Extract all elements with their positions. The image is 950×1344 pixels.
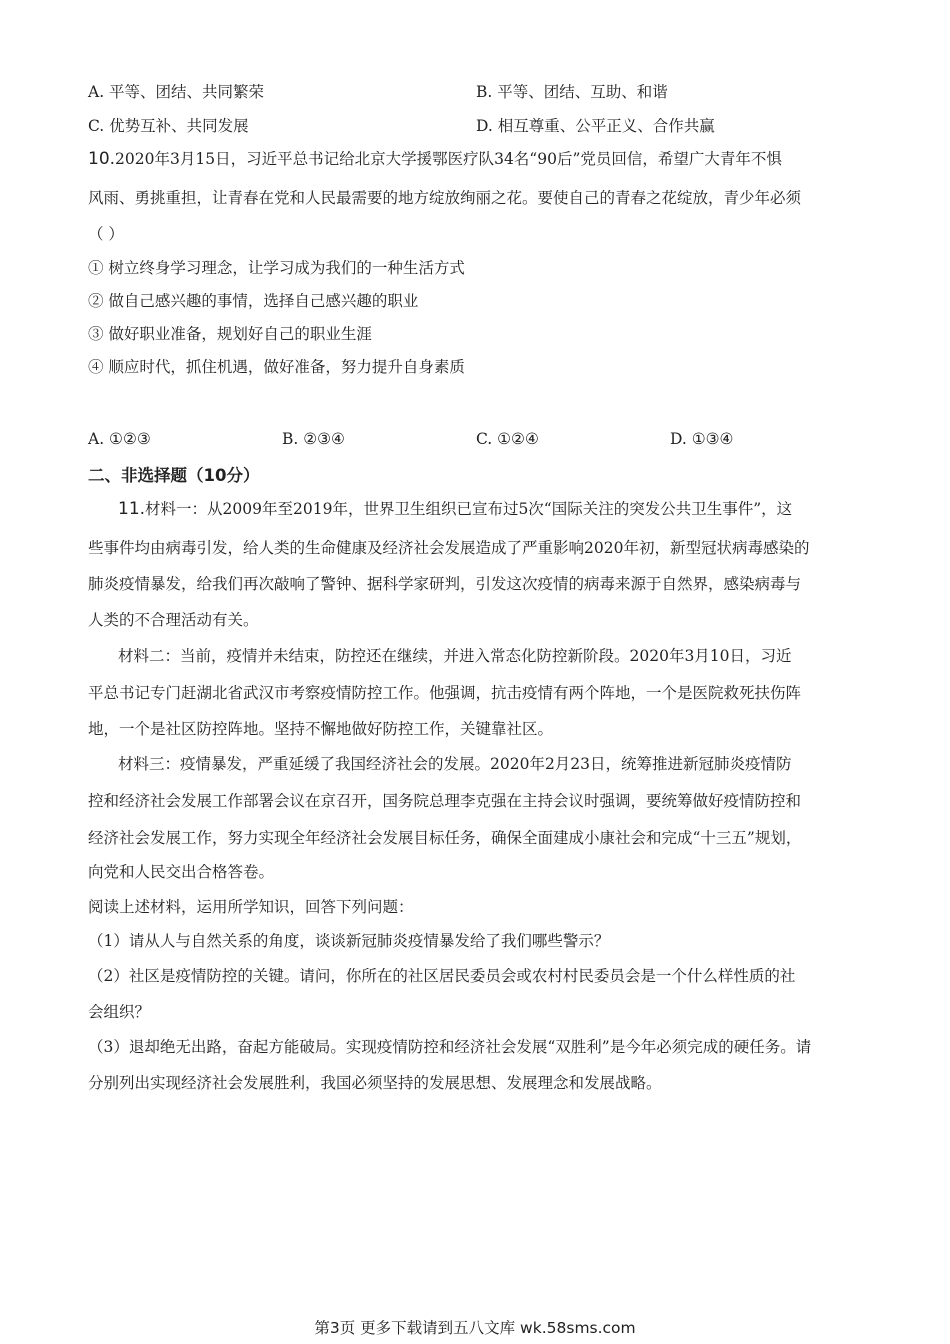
q10-option-b: B. ②③④ bbox=[282, 430, 345, 448]
q10-item-3: ③ 做好职业准备，规划好自己的职业生涯 bbox=[88, 325, 372, 343]
q11-prompt: 阅读上述材料，运用所学知识，回答下列问题： bbox=[88, 898, 414, 916]
q10-option-d: D. ①③④ bbox=[670, 430, 734, 448]
q11-number: 11. bbox=[118, 499, 146, 519]
q11-material1-line-2: 些事件均由病毒引发，给人类的生命健康及经济社会发展造成了严重影响2020年初，新型冠状病毒感染的 bbox=[88, 539, 810, 557]
q9-option-d: D. 相互尊重、公平正义、合作共赢 bbox=[476, 117, 715, 135]
q11-material3-line-4: 向党和人民交出合格答卷。 bbox=[88, 863, 275, 881]
q10-item-4: ④ 顺应时代，抓住机遇，做好准备，努力提升自身素质 bbox=[88, 358, 465, 376]
q11-material2-line-2: 平总书记专门赶湖北省武汉市考察疫情防控工作。他强调，抗击疫情有两个阵地，一个是医院救死扶伤阵 bbox=[88, 684, 802, 702]
q10-stem-line-2: 风雨、勇挑重担，让青春在党和人民最需要的地方绽放绚丽之花。要使自己的青春之花绽放，青少年必须 bbox=[88, 189, 802, 207]
q11-material2-line-3: 地，一个是社区防控阵地。坚持不懈地做好防控工作，关键靠社区。 bbox=[88, 720, 554, 738]
q10-item-1: ① 树立终身学习理念，让学习成为我们的一种生活方式 bbox=[88, 259, 465, 277]
q9-option-c: C. 优势互补、共同发展 bbox=[88, 117, 249, 135]
section-heading: 二、非选择题（10分） bbox=[88, 466, 260, 485]
q10-answer-bracket: （ ） bbox=[88, 225, 124, 243]
q10-number: 10. bbox=[88, 149, 116, 169]
q11-subquestion-1: （1）请从人与自然关系的角度，谈谈新冠肺炎疫情暴发给了我们哪些警示？ bbox=[88, 932, 610, 950]
q10-item-2: ② 做自己感兴趣的事情，选择自己感兴趣的职业 bbox=[88, 292, 419, 310]
q11-material3-line-2: 控和经济社会发展工作部署会议在京召开，国务院总理李克强在主持会议时强调，要统筹做好疫情防控和 bbox=[88, 792, 802, 810]
q9-option-b: B. 平等、团结、互助、和谐 bbox=[476, 83, 668, 101]
q11-material3-line-3: 经济社会发展工作，努力实现全年经济社会发展目标任务，确保全面建成小康社会和完成“十三五”规划， bbox=[88, 829, 802, 847]
q11-material1-line-3: 肺炎疫情暴发，给我们再次敲响了警钟、据科学家研判，引发这次疫情的病毒来源于自然界，感染病毒与 bbox=[88, 575, 802, 593]
q11-material3-line-1: 材料三：疫情暴发，严重延缓了我国经济社会的发展。2020年2月23日，统筹推进新冠肺炎疫情防 bbox=[118, 755, 792, 773]
q11-material1-line-4: 人类的不合理活动有关。 bbox=[88, 611, 259, 629]
q11-material1-line-1: 11.材料一：从2009年至2019年，世界卫生组织已宣布过5次“国际关注的突发公共卫生事件”，这 bbox=[118, 499, 793, 519]
q11-subquestion-3-line-2: 分别列出实现经济社会发展胜利，我国必须坚持的发展思想、发展理念和发展战略。 bbox=[88, 1074, 662, 1092]
q11-subquestion-2-line-2: 会组织？ bbox=[88, 1003, 151, 1021]
q11-subquestion-3-line-1: （3）退却绝无出路，奋起方能破局。实现疫情防控和经济社会发展“双胜利”是今年必须完成的硬任务。请 bbox=[88, 1038, 812, 1056]
q10-option-a: A. ①②③ bbox=[88, 430, 151, 448]
q10-stem-line-1: 10.2020年3月15日，习近平总书记给北京大学援鄂医疗队34名“90后”党员回信，希望广大青年不惧 bbox=[88, 149, 782, 169]
q11-subquestion-2-line-1: （2）社区是疫情防控的关键。请问，你所在的社区居民委员会或农村村民委员会是一个什么样性质的社 bbox=[88, 967, 796, 985]
q9-option-a: A. 平等、团结、共同繁荣 bbox=[88, 83, 265, 101]
q10-option-c: C. ①②④ bbox=[476, 430, 539, 448]
q11-material2-line-1: 材料二：当前，疫情并未结束，防控还在继续，并进入常态化防控新阶段。2020年3月10日，习近 bbox=[118, 647, 792, 665]
page-footer: 第3页 更多下载请到五八文库 wk.58sms.com bbox=[314, 1319, 636, 1337]
